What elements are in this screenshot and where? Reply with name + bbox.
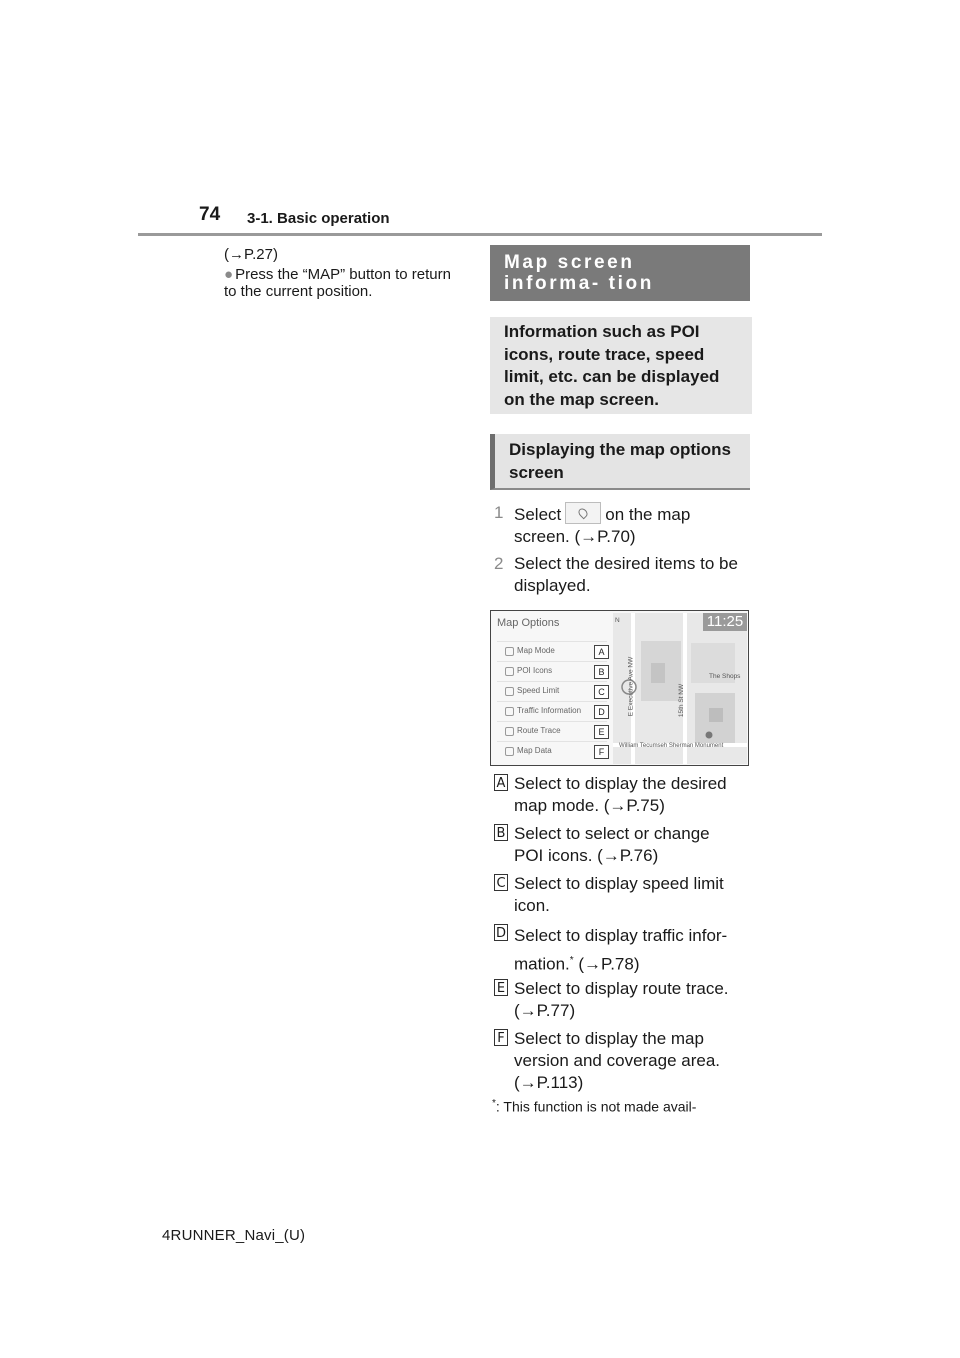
road-label: E Executive Ave NW [627, 656, 635, 717]
map-options-screenshot [490, 610, 749, 766]
map-view[interactable] [613, 613, 747, 764]
callout-b [494, 823, 752, 869]
page-ref-link[interactable]: P.70 [597, 527, 630, 546]
route-trace-icon [505, 727, 514, 736]
step-2 [494, 553, 749, 599]
callout-e [494, 978, 752, 1024]
traffic-icon [505, 707, 514, 716]
step-number: 1 [494, 503, 504, 522]
speed-limit-icon [505, 687, 514, 696]
callout-text: Select to select or change POI icons. (→P.76) [514, 824, 710, 865]
section-title: 3-1. Basic operation [247, 210, 390, 227]
callout-badge: C [494, 874, 508, 891]
header-rule [138, 233, 822, 236]
option-traffic-information[interactable]: Traffic Information D [497, 701, 607, 719]
map-options-icon [565, 502, 601, 524]
callout-c [494, 873, 752, 919]
option-route-trace[interactable]: Route Trace E [497, 721, 607, 739]
intro-box: Information such as POI icons, route trace, speed limit, etc. can be displayed on the map screen. [490, 317, 752, 414]
place-label: The Shops [709, 673, 741, 680]
step-text: Select on the map screen. (→P.70) [514, 502, 749, 548]
map-data-icon [505, 747, 514, 756]
arrow-right-icon: → [580, 527, 598, 546]
callout-badge: F [494, 1029, 508, 1046]
option-poi-icons[interactable]: POI Icons B [497, 661, 607, 679]
callout-f [494, 1028, 752, 1096]
arrow-right-icon: → [229, 246, 244, 263]
callout-text: Select to display the desired map mode. (→P.75) [514, 774, 727, 815]
footnote: *: This function is not made avail- [492, 1098, 697, 1115]
section-heading: Map screen informa- tion [490, 245, 750, 301]
compass-label: N [615, 617, 620, 624]
callout-text: Select to display route trace. (→P.77) [514, 979, 729, 1020]
bullet-item [224, 266, 464, 300]
option-letter: D [594, 705, 609, 719]
callout-badge: A [494, 774, 508, 791]
callout-d [494, 923, 752, 973]
callout-badge: D [495, 926, 506, 941]
option-map-data[interactable]: Map Data F [497, 741, 607, 759]
step-number: 2 [494, 554, 504, 573]
subsection-heading: Displaying the map options screen [490, 434, 750, 490]
poi-icon [505, 667, 514, 676]
callout-a [494, 773, 752, 819]
bullet-icon: ● [224, 266, 234, 283]
option-speed-limit[interactable]: Speed Limit C [497, 681, 607, 699]
callout-badge: E [494, 979, 508, 996]
callout-text: Select to display speed limit icon. [514, 874, 724, 915]
page-ref-link[interactable]: P.27 [244, 246, 273, 263]
place-label: William Tecumseh Sherman Monument [619, 743, 724, 749]
clock: 11:25 [703, 613, 747, 631]
screen-title: Map Options [497, 617, 560, 629]
step-1 [494, 502, 749, 548]
footer-model: 4RUNNER_Navi_(U) [162, 1227, 306, 1244]
option-letter: B [594, 665, 609, 679]
road-label: 15th St NW [678, 683, 686, 718]
page-number: 74 [199, 204, 221, 225]
map-mode-icon [505, 647, 514, 656]
option-letter: C [594, 685, 609, 699]
option-letter: A [594, 645, 609, 659]
step-text: Select the desired items to be displayed. [514, 554, 738, 595]
bullet-text: Press the “MAP” button to return to the current position. [224, 266, 451, 300]
option-map-mode[interactable]: Map Mode A [497, 641, 607, 659]
option-letter: F [594, 745, 609, 759]
callout-badge: B [494, 824, 508, 841]
callout-text: Select to display traffic infor- mation.* (→P.78) [514, 926, 728, 974]
callout-text: Select to display the map version and coverage area. (→P.113) [514, 1029, 721, 1092]
option-letter: E [594, 725, 609, 739]
page-reference: (→P.27) [224, 246, 278, 263]
